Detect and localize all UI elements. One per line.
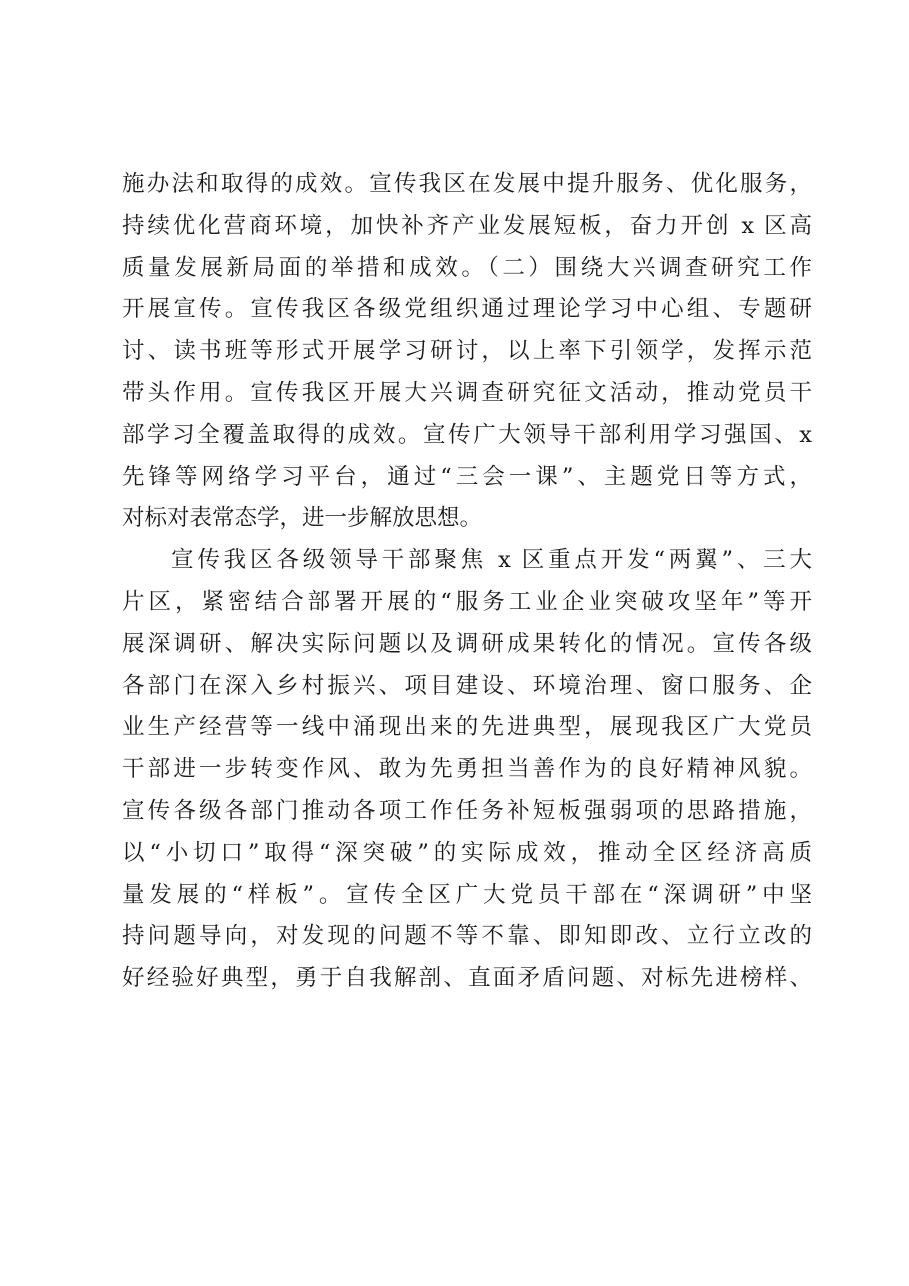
paragraph-line: 展深调研、解决实际问题以及调研成果转化的情况。宣传各级 <box>122 630 812 657</box>
paragraph-line: 干部进一步转变作风、敢为先勇担当善作为的良好精神风貌。 <box>122 756 812 783</box>
document-body <box>122 164 812 1000</box>
paragraph-line: 对标对表常态学，进一步解放思想。 <box>122 505 483 532</box>
paragraph-line: 开展宣传。宣传我区各级党组织通过理论学习中心组、专题研 <box>122 296 812 323</box>
paragraph-line: 带头作用。宣传我区开展大兴调查研究征文活动，推动党员干 <box>122 379 812 406</box>
paragraph-line: 宣传各级各部门推动各项工作任务补短板强弱项的思路措施， <box>122 797 812 824</box>
paragraph-line: 各部门在深入乡村振兴、项目建设、环境治理、窗口服务、企 <box>122 672 812 699</box>
paragraph-line: 质量发展新局面的举措和成效。（二）围绕大兴调查研究工作 <box>122 254 812 281</box>
paragraph-line: 持问题导向，对发现的问题不等不靠、即知即改、立行立改的 <box>122 923 812 950</box>
paragraph-line: 讨、读书班等形式开展学习研讨，以上率下引领学，发挥示范 <box>122 338 812 365</box>
paragraph-line: 以“小切口”取得“深突破”的实际成效，推动全区经济高质 <box>122 839 812 866</box>
paragraph-line: 好经验好典型，勇于自我解剖、直面矛盾问题、对标先进榜样、 <box>122 965 812 992</box>
paragraph-line: 片区，紧密结合部署开展的“服务工业企业突破攻坚年”等开 <box>122 588 812 615</box>
paragraph-1 <box>122 164 812 540</box>
paragraph-line: 业生产经营等一线中涌现出来的先进典型，展现我区广大党员 <box>122 714 812 741</box>
paragraph-line: 量发展的“样板”。宣传全区广大党员干部在“深调研”中坚 <box>122 881 812 908</box>
paragraph-line: 先锋等网络学习平台，通过“三会一课”、主题党日等方式， <box>122 463 812 490</box>
paragraph-line: 施办法和取得的成效。宣传我区在发展中提升服务、优化服务， <box>122 171 812 197</box>
paragraph-2 <box>122 540 812 1000</box>
paragraph-line: 宣传我区各级领导干部聚焦 x 区重点开发“两翼”、三大 <box>171 547 812 574</box>
paragraph-line: 持续优化营商环境，加快补齐产业发展短板，奋力开创 x 区高 <box>122 212 812 239</box>
paragraph-line: 部学习全覆盖取得的成效。宣传广大领导干部利用学习强国、x <box>122 421 812 448</box>
